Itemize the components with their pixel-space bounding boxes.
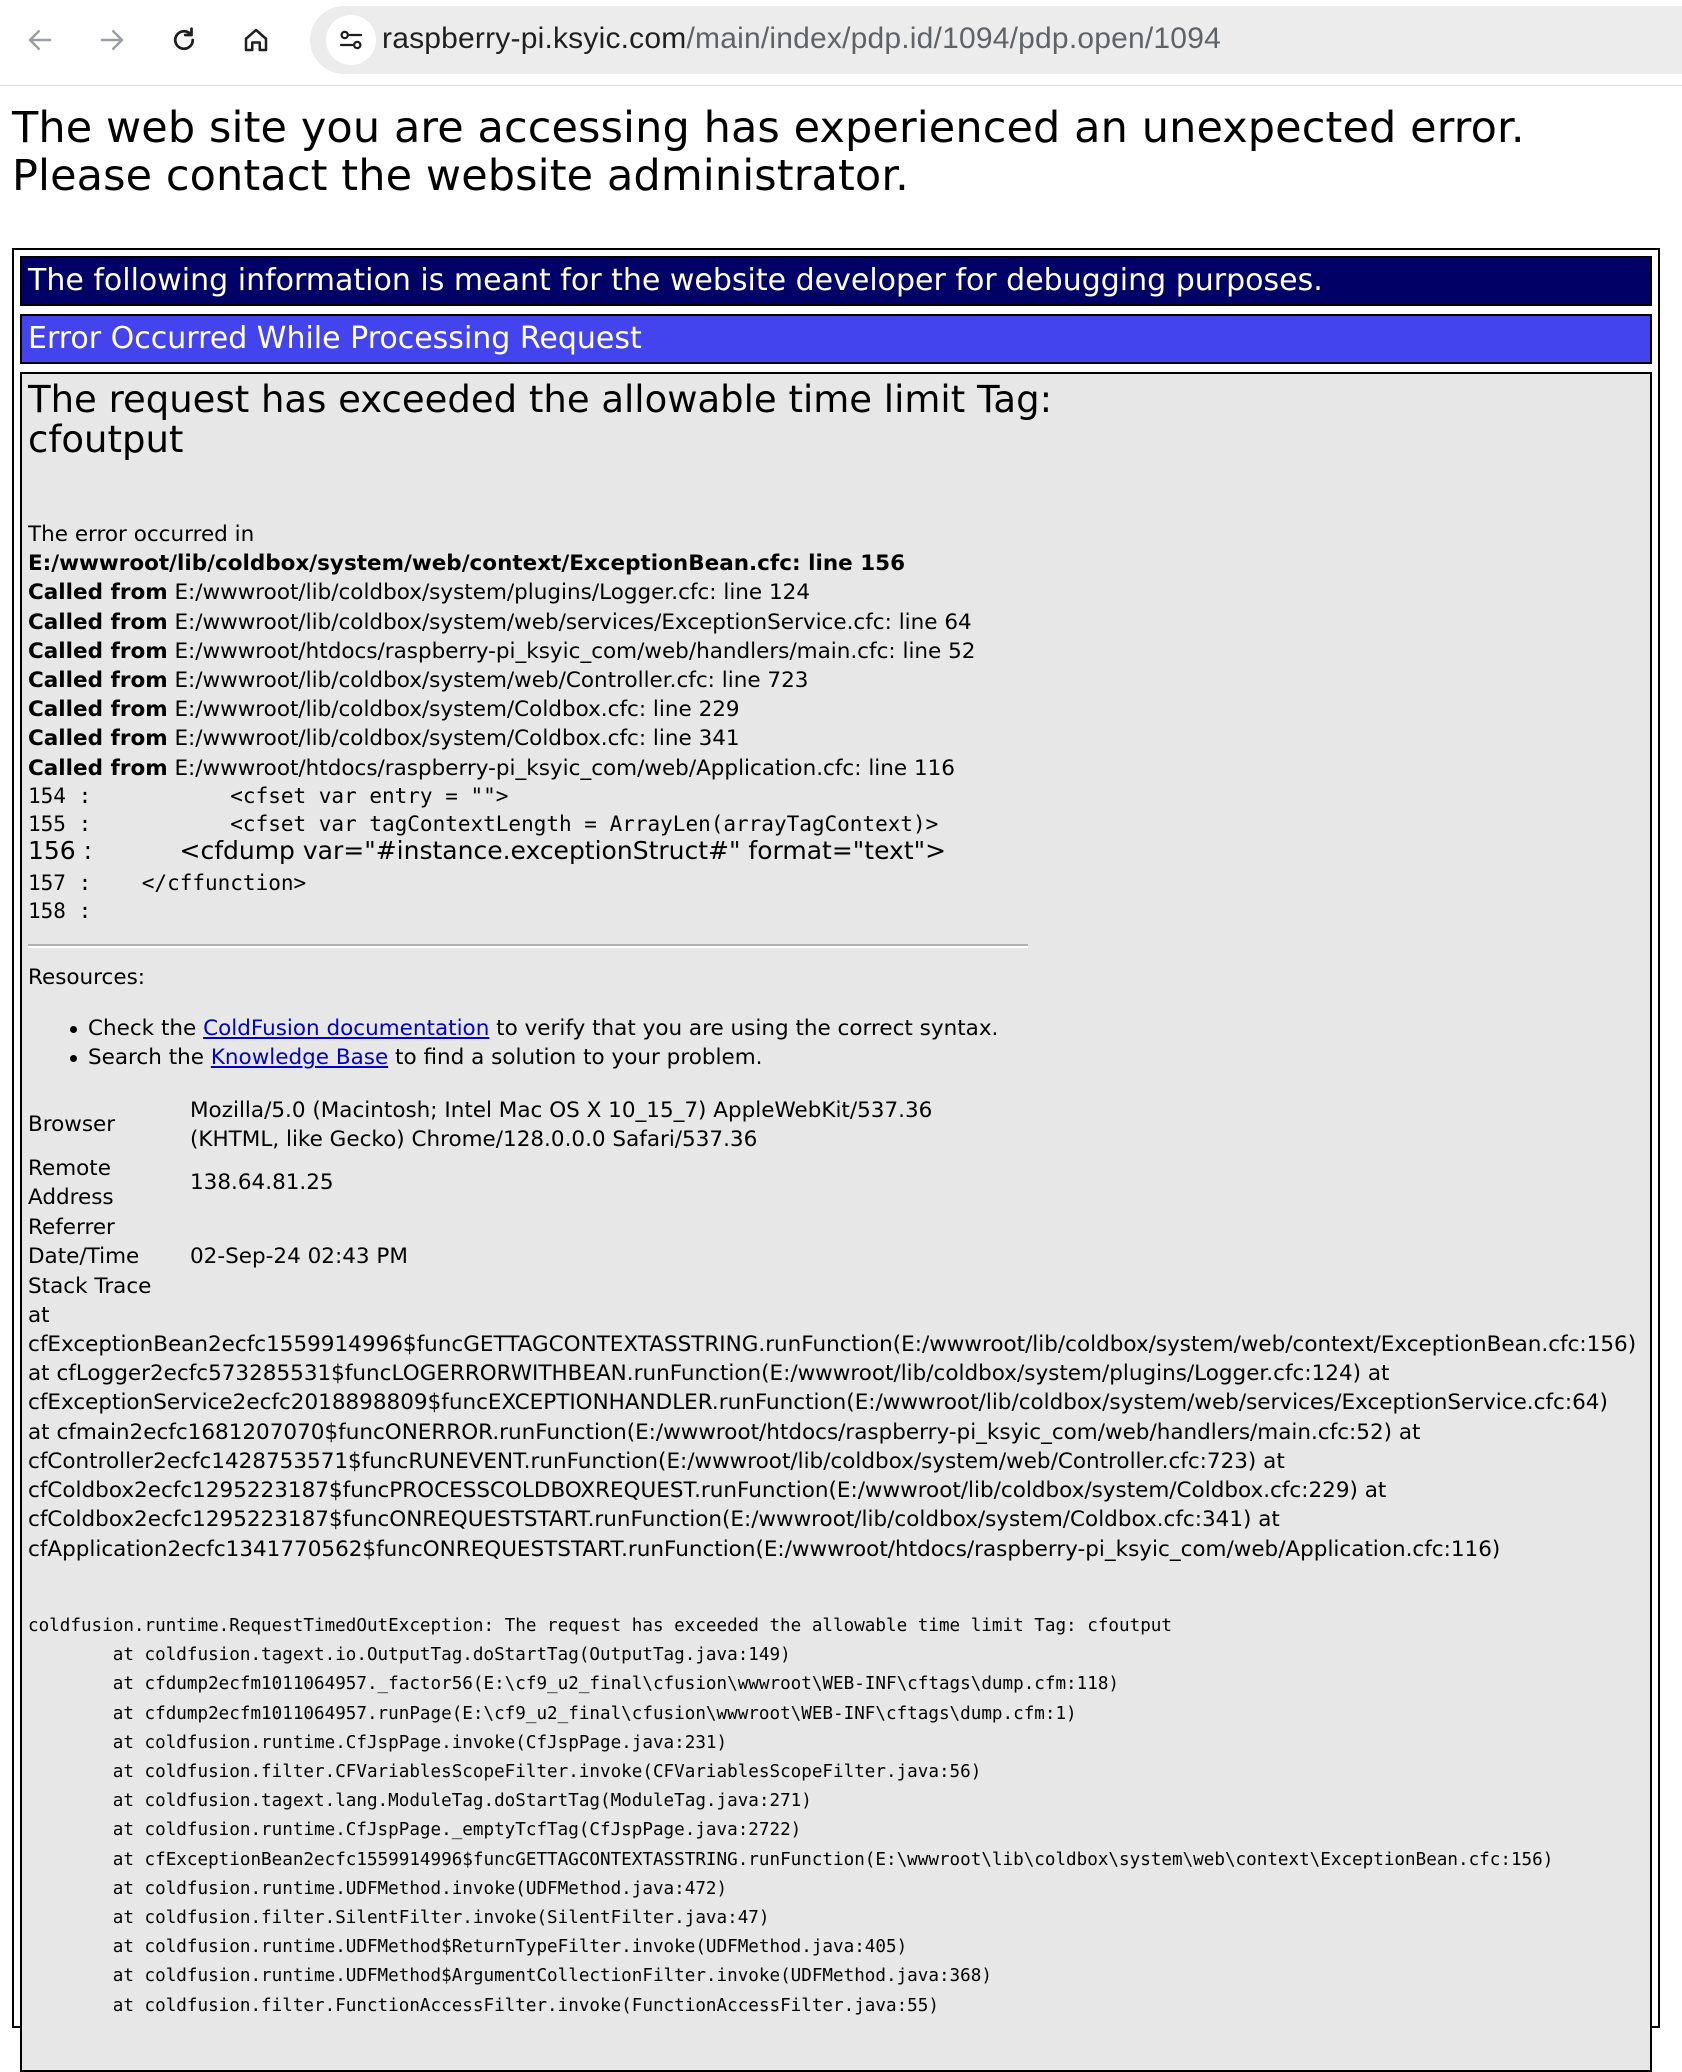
forward-button[interactable] xyxy=(90,18,134,62)
browser-value xyxy=(190,1096,932,1154)
browser-value-line-2: (KHTML, like Gecko) Chrome/128.0.0.0 Safari/537.36 xyxy=(190,1127,758,1153)
url-text[interactable] xyxy=(382,22,1221,56)
stack-trace-line: cfController2ecfc1428753571$funcRUNEVENT.runFunction(E:/wwwroot/lib/coldbox/system/web/Controller.cfc:723) at xyxy=(28,1449,1285,1474)
code-line-154: 154 : <cfset var entry = ""> xyxy=(28,784,509,808)
remote-address-label xyxy=(28,1154,114,1212)
request-title-line-2: cfoutput xyxy=(28,418,184,461)
called-from-row xyxy=(28,637,975,666)
debug-banner: The following information is meant for the website developer for debugging purposes. xyxy=(20,256,1652,306)
address-bar[interactable] xyxy=(310,6,1682,74)
called-from-label: Called from xyxy=(28,609,168,635)
heading-line-1: The web site you are accessing has experienced an unexpected error. xyxy=(12,103,1525,153)
called-from-path: E:/wwwroot/lib/coldbox/system/Coldbox.cfc: line 229 xyxy=(174,697,740,723)
called-from-row xyxy=(28,695,975,724)
stack-trace-line: at xyxy=(28,1303,50,1328)
called-from-path: E:/wwwroot/htdocs/raspberry-pi_ksyic_com/web/Application.cfc: line 116 xyxy=(174,755,955,781)
referrer-label: Referrer xyxy=(28,1215,115,1240)
stack-trace-line: at cfmain2ecfc1681207070$funcONERROR.runFunction(E:/wwwroot/htdocs/raspberry-pi_ksyic_com/web/handlers/main.cfc:52) at xyxy=(28,1420,1421,1445)
resource-text: to verify that you are using the correct syntax. xyxy=(489,1016,999,1041)
called-from-row xyxy=(28,666,975,695)
code-line-157: 157 : </cffunction> xyxy=(28,871,307,895)
called-from-path: E:/wwwroot/lib/coldbox/system/Coldbox.cfc: line 341 xyxy=(174,726,740,752)
knowledge-base-link[interactable]: Knowledge Base xyxy=(210,1045,389,1071)
page-heading xyxy=(12,104,1525,200)
called-from-label: Called from xyxy=(28,726,168,752)
stack-trace-label: Stack Trace xyxy=(28,1274,152,1299)
called-from-row xyxy=(28,608,975,637)
coldfusion-docs-link[interactable]: ColdFusion documentation xyxy=(203,1016,490,1041)
called-from-path: E:/wwwroot/lib/coldbox/system/web/Controller.cfc: line 723 xyxy=(174,668,809,694)
stack-trace-line: cfExceptionService2ecfc2018898809$funcEXCEPTIONHANDLER.runFunction(E:/wwwroot/lib/coldbox/system/web/services/ExceptionService.cfc:64) xyxy=(28,1390,1608,1415)
stack-trace-line: cfColdbox2ecfc1295223187$funcONREQUESTSTART.runFunction(E:/wwwroot/lib/coldbox/system/Coldbox.cfc:341) at xyxy=(28,1507,1280,1532)
forward-icon xyxy=(97,25,127,55)
datetime-value: 02-Sep-24 02:43 PM xyxy=(190,1244,408,1269)
error-location-block xyxy=(28,520,975,783)
resource-item xyxy=(88,1014,998,1043)
bullet-icon xyxy=(70,1055,77,1062)
called-from-path: E:/wwwroot/lib/coldbox/system/web/services/ExceptionService.cfc: line 64 xyxy=(174,609,972,635)
resource-text: Search the xyxy=(88,1045,211,1071)
code-line-158: 158 : xyxy=(28,899,92,923)
bullet-icon xyxy=(70,1026,77,1033)
stack-trace-line: cfColdbox2ecfc1295223187$funcPROCESSCOLDBOXREQUEST.runFunction(E:/wwwroot/lib/coldbox/system/Coldbox.cfc:229) at xyxy=(28,1478,1387,1503)
browser-label: Browser xyxy=(28,1112,116,1137)
error-details xyxy=(20,372,1652,2072)
request-title xyxy=(28,380,1128,460)
called-from-label: Called from xyxy=(28,580,168,606)
remote-address-value: 138.64.81.25 xyxy=(190,1170,334,1195)
home-button[interactable] xyxy=(234,18,278,62)
error-report-table xyxy=(12,248,1660,2028)
datetime-label: Date/Time xyxy=(28,1244,140,1269)
divider xyxy=(28,944,1028,948)
called-from-row xyxy=(28,724,975,753)
reload-button[interactable] xyxy=(162,18,206,62)
stack-trace-line: at cfLogger2ecfc573285531$funcLOGERRORWITHBEAN.runFunction(E:/wwwroot/lib/coldbox/system/plugins/Logger.cfc:124) at xyxy=(28,1361,1390,1386)
resource-text: to find a solution to your problem. xyxy=(388,1045,763,1071)
browser-value-line-1: Mozilla/5.0 (Macintosh; Intel Mac OS X 10_15_7) AppleWebKit/537.36 xyxy=(190,1098,933,1123)
back-button[interactable] xyxy=(18,18,62,62)
home-icon xyxy=(241,25,271,55)
error-banner: Error Occurred While Processing Request xyxy=(20,314,1652,364)
remote-label-line-1: Remote xyxy=(28,1156,111,1181)
called-from-path: E:/wwwroot/lib/coldbox/system/plugins/Logger.cfc: line 124 xyxy=(174,580,811,606)
remote-label-line-2: Address xyxy=(28,1185,114,1211)
resource-text: Check the xyxy=(88,1016,204,1041)
resources-label: Resources: xyxy=(28,965,146,990)
browser-toolbar xyxy=(0,0,1682,86)
called-from-label: Called from xyxy=(28,697,168,723)
stack-trace-line: cfApplication2ecfc1341770562$funcONREQUESTSTART.runFunction(E:/wwwroot/htdocs/raspberry-pi_ksyic_com/web/Application.cfc:116) xyxy=(28,1537,1501,1562)
url-path: /main/index/pdp.id/1094/pdp.open/1094 xyxy=(686,22,1221,55)
called-from-label: Called from xyxy=(28,668,168,694)
code-line-156-highlight: 156 : <cfdump var="#instance.exceptionStruct#" format="text"> xyxy=(28,836,947,865)
error-location: E:/wwwroot/lib/coldbox/system/web/context/ExceptionBean.cfc: line 156 xyxy=(28,551,906,577)
called-from-row xyxy=(28,754,975,783)
error-occurred-in: The error occurred in xyxy=(28,522,255,547)
resource-item xyxy=(88,1043,998,1072)
request-title-line-1: The request has exceeded the allowable time limit Tag: xyxy=(28,378,1053,421)
heading-line-2: Please contact the website administrator. xyxy=(12,151,909,201)
called-from-path: E:/wwwroot/htdocs/raspberry-pi_ksyic_com/web/handlers/main.cfc: line 52 xyxy=(174,638,976,664)
called-from-label: Called from xyxy=(28,755,168,781)
called-from-label: Called from xyxy=(28,638,168,664)
back-icon xyxy=(25,25,55,55)
site-settings-icon[interactable] xyxy=(326,15,376,65)
url-host: raspberry-pi.ksyic.com xyxy=(382,22,687,55)
resources-list xyxy=(88,1014,998,1072)
java-stack-trace: coldfusion.runtime.RequestTimedOutException: The request has exceeded the allowable time limit Tag: cfoutput at coldfusion.tagext.io.OutputTag.doStartTag(OutputTag.java:149) at cfdump2ecfm1011064957._factor56(E:\cf9_u2_final\cfusion\wwwroot\WEB-INF\cftags\dump.cfm:118) at cfdump2ecfm1011064957.runPage(E:\cf9_u2_final\cfusion\wwwroot\WEB-INF\cftags\dump.cfm:1) at coldfusion.runtime.CfJspPage.invoke(CfJspPage.java:231) at coldfusion.filter.CFVariablesScopeFilter.invoke(CFVariablesScopeFilter.java:56) at coldfusion.tagext.lang.ModuleTag.doStartTag(ModuleTag.java:271) at coldfusion.runtime.CfJspPage._emptyTcfTag(CfJspPage.java:2722) at cfExceptionBean2ecfc1559914996$funcGETTAGCONTEXTASSTRING.runFunction(E:\wwwroot\lib\coldbox\system\web\context\ExceptionBean.cfc:156) at coldfusion.runtime.UDFMethod.invoke(UDFMethod.java:472) at coldfusion.filter.SilentFilter.invoke(SilentFilter.java:47) at coldfusion.runtime.UDFMethod$ReturnTypeFilter.invoke(UDFMethod.java:405) at coldfusion.runtime.UDFMethod$ArgumentCollectionFilter.invoke(UDFMethod.java:368) at coldfusion.filter.FunctionAccessFilter.invoke(FunctionAccessFilter.java:55) xyxy=(28,1616,1554,2016)
stack-trace-line: cfExceptionBean2ecfc1559914996$funcGETTAGCONTEXTASSTRING.runFunction(E:/wwwroot/lib/coldbox/system/web/context/ExceptionBean.cfc:156) xyxy=(28,1332,1637,1357)
called-from-row xyxy=(28,578,975,607)
code-line-155: 155 : <cfset var tagContextLength = ArrayLen(arrayTagContext)> xyxy=(28,812,939,836)
reload-icon xyxy=(169,25,199,55)
